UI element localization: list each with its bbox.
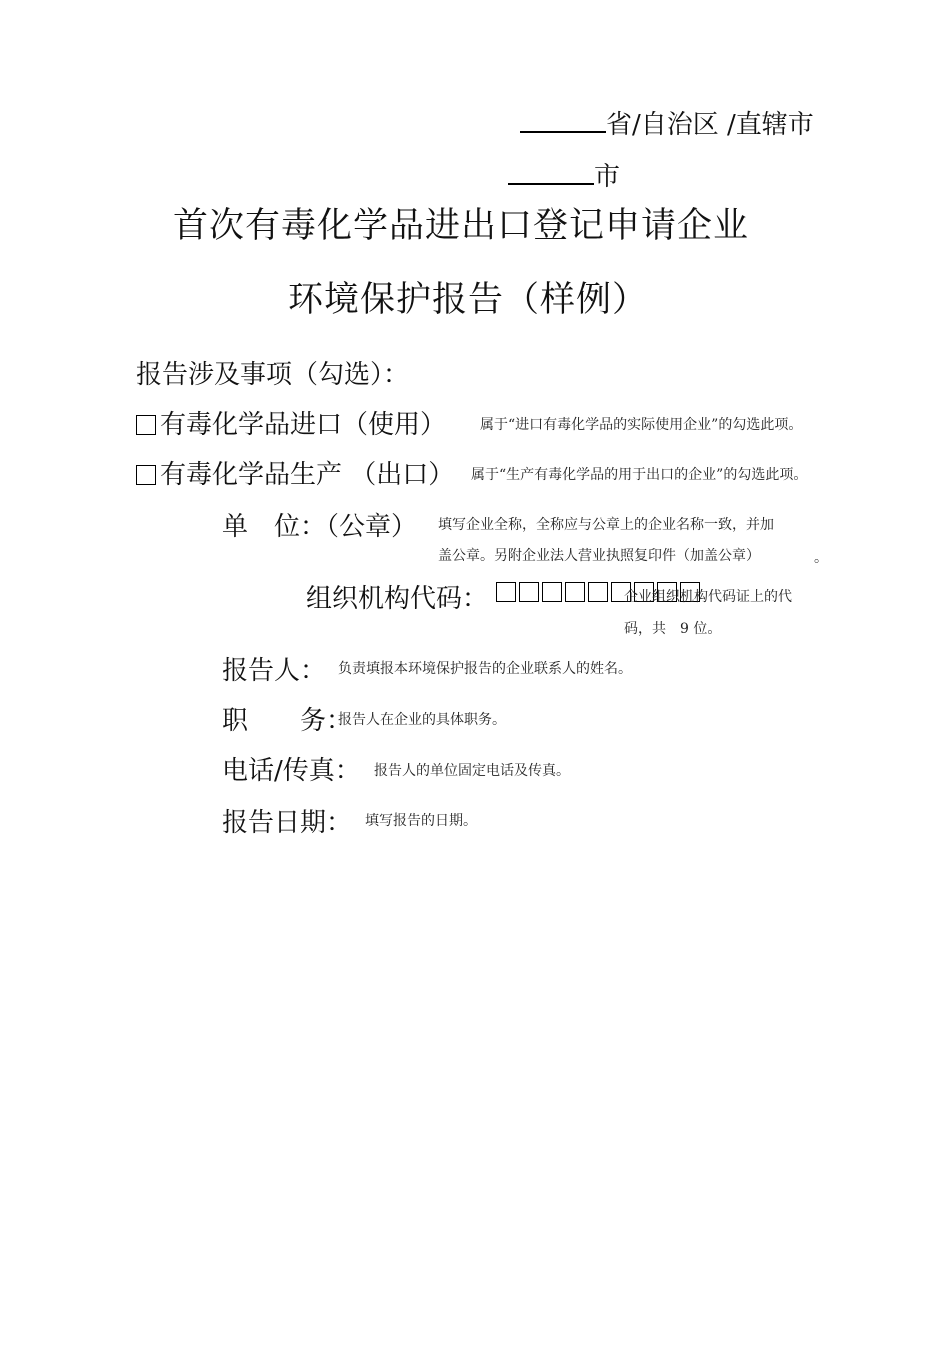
org-code-digit-box[interactable] [542,582,562,602]
option-production-label: 有毒化学品生产 （出口） [160,460,455,490]
org-code-digit-box[interactable] [565,582,585,602]
org-code-digit-box[interactable] [519,582,539,602]
org-code-digit-box[interactable] [588,582,608,602]
document-title-line1: 首次有毒化学品进出口登记申请企业 [173,206,750,246]
province-suffix: 省/自治区 /直辖市 [606,110,814,140]
option-production [136,454,454,491]
unit-note-line2: 盖公章。另附企业法人营业执照复印件（加盖公章） [438,548,760,564]
org-code-note-line1: 企业组织机构代码证上的代 [624,589,792,605]
city-blank[interactable] [508,183,594,185]
org-code-digit-box[interactable] [496,582,516,602]
option-import-note: 属于“进口有毒化学品的实际使用企业”的勾选此项。 [480,417,803,433]
option-import [136,404,446,441]
position-note: 报告人在企业的具体职务。 [338,712,506,728]
option-import-label: 有毒化学品进口（使用） [160,410,447,440]
phone-label: 电话/传真： [222,756,361,786]
production-checkbox[interactable] [136,465,156,485]
position-label: 职 务： [222,706,353,736]
matters-heading: 报告涉及事项（勾选）： [136,360,410,390]
date-note: 填写报告的日期。 [365,813,477,829]
unit-label: 单 位：（公章） [222,512,418,542]
city-suffix: 市 [594,162,621,192]
document-title-line2: 环境保护报告（样例） [288,280,649,320]
city-line [508,156,620,193]
province-blank[interactable] [520,131,606,133]
org-code-label: 组织机构代码： [306,584,489,614]
reporter-note: 负责填报本环境保护报告的企业联系人的姓名。 [338,661,632,677]
province-line [520,104,814,141]
option-production-note: 属于“生产有毒化学品的用于出口的企业”的勾选此项。 [471,467,808,483]
phone-note: 报告人的单位固定电话及传真。 [374,763,570,779]
import-checkbox[interactable] [136,415,156,435]
reporter-label: 报告人： [222,656,327,686]
unit-note-end: 。 [814,550,828,566]
date-label: 报告日期： [222,808,353,838]
unit-note-line1: 填写企业全称，全称应与公章上的企业名称一致，并加 [438,517,774,533]
org-code-note-line2: 码，共 9 位。 [624,621,722,637]
